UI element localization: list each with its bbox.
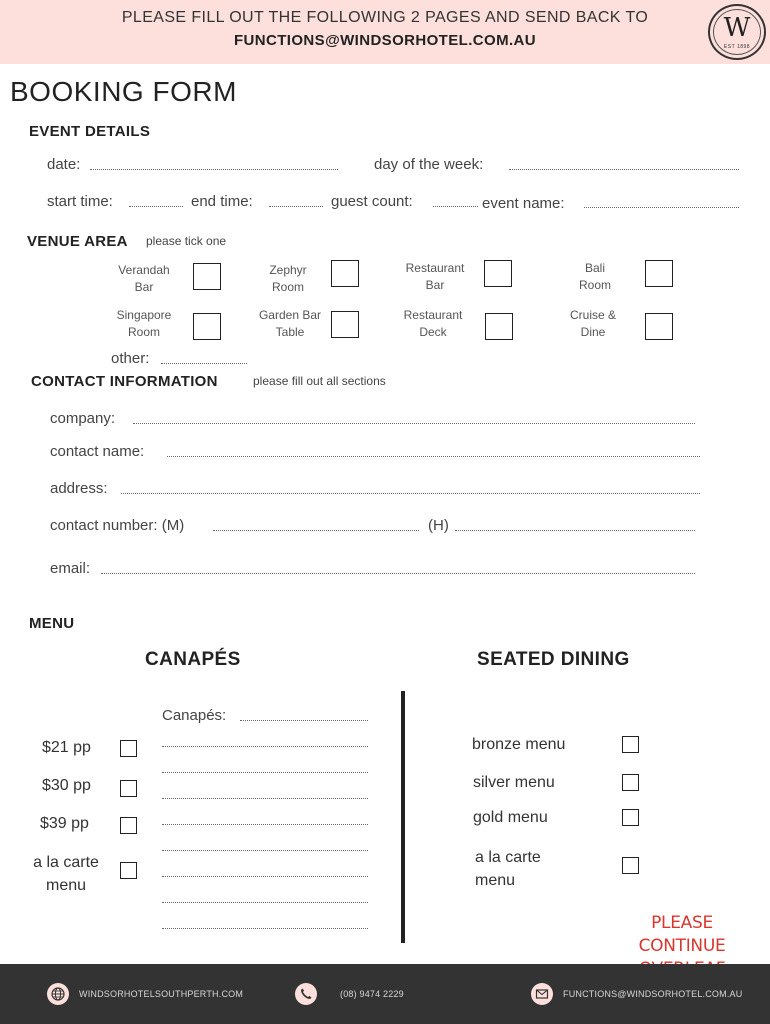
seated-dining-title: SEATED DINING bbox=[477, 649, 630, 670]
contact-number-mobile-label: contact number: (M) bbox=[50, 517, 185, 534]
venue-label-singapore-room: Singapore Room bbox=[116, 308, 172, 339]
menu-divider bbox=[401, 691, 405, 943]
address-label: address: bbox=[50, 480, 108, 497]
canapes-checkbox-30[interactable] bbox=[120, 780, 137, 797]
seated-option-gold: gold menu bbox=[473, 809, 548, 826]
address-field[interactable] bbox=[121, 492, 700, 494]
venue-checkbox-restaurant-bar[interactable] bbox=[484, 260, 512, 287]
venue-label-zephyr-room: Zephyr Room bbox=[269, 263, 307, 294]
mobile-number-field[interactable] bbox=[213, 529, 419, 531]
banner-email[interactable]: FUNCTIONS@WINDSORHOTEL.COM.AU bbox=[233, 32, 537, 49]
canapes-checkbox-21[interactable] bbox=[120, 740, 137, 757]
venue-label-restaurant-bar: Restaurant Bar bbox=[405, 261, 465, 292]
canapes-option-30: $30 pp bbox=[42, 777, 91, 794]
date-label: date: bbox=[47, 156, 81, 173]
end-time-field[interactable] bbox=[269, 205, 323, 207]
seated-option-bronze: bronze menu bbox=[472, 736, 566, 753]
footer bbox=[0, 964, 770, 1024]
canapes-title: CANAPÉS bbox=[145, 649, 241, 670]
canapes-field-line-2[interactable] bbox=[162, 745, 368, 747]
envelope-icon bbox=[531, 983, 553, 1005]
venue-checkbox-cruise-dine[interactable] bbox=[645, 313, 673, 340]
footer-website-link[interactable]: WINDSORHOTELSOUTHPERTH.COM bbox=[79, 989, 244, 999]
canapes-option-39: $39 pp bbox=[40, 815, 89, 832]
contact-name-label: contact name: bbox=[50, 443, 145, 460]
venue-checkbox-bali-room[interactable] bbox=[645, 260, 673, 287]
seated-checkbox-silver[interactable] bbox=[622, 774, 639, 791]
event-name-field[interactable] bbox=[584, 206, 739, 208]
page-title: BOOKING FORM bbox=[10, 76, 237, 107]
contact-note: please fill out all sections bbox=[253, 374, 386, 388]
canapes-field-line-4[interactable] bbox=[162, 797, 368, 799]
home-number-field[interactable] bbox=[455, 529, 695, 531]
banner-instruction: PLEASE FILL OUT THE FOLLOWING 2 PAGES AND SEND BACK TO bbox=[121, 9, 649, 26]
start-time-label: start time: bbox=[47, 193, 113, 210]
venue-label-verandah-bar: Verandah Bar bbox=[118, 263, 170, 294]
venue-area-note: please tick one bbox=[146, 234, 227, 248]
home-number-label: (H) bbox=[428, 517, 449, 534]
venue-checkbox-singapore-room[interactable] bbox=[193, 313, 221, 340]
email-field[interactable] bbox=[101, 572, 695, 574]
canapes-field-line-9[interactable] bbox=[162, 927, 368, 929]
event-name-label: event name: bbox=[482, 195, 565, 212]
seated-checkbox-a-la-carte[interactable] bbox=[622, 857, 639, 874]
venue-checkbox-verandah-bar[interactable] bbox=[193, 263, 221, 290]
email-label: email: bbox=[50, 560, 91, 577]
day-of-week-field[interactable] bbox=[509, 168, 739, 170]
seated-checkbox-gold[interactable] bbox=[622, 809, 639, 826]
seated-a-la-carte-label: a la carte menu bbox=[475, 849, 541, 889]
venue-checkbox-garden-bar-table[interactable] bbox=[331, 311, 359, 338]
company-field[interactable] bbox=[133, 422, 695, 424]
venue-label-cruise-dine: Cruise & Dine bbox=[569, 308, 616, 339]
guest-count-field[interactable] bbox=[433, 205, 478, 207]
canapes-option-21: $21 pp bbox=[42, 739, 91, 756]
other-field[interactable] bbox=[161, 362, 247, 364]
company-label: company: bbox=[50, 410, 116, 427]
day-of-week-label: day of the week: bbox=[374, 156, 484, 173]
canapes-checkbox-a-la-carte[interactable] bbox=[120, 862, 137, 879]
canapes-field-line-8[interactable] bbox=[162, 901, 368, 903]
venue-checkbox-restaurant-deck[interactable] bbox=[485, 313, 513, 340]
phone-icon bbox=[295, 983, 317, 1005]
venue-label-bali-room: Bali Room bbox=[578, 261, 611, 292]
canapes-field-line-3[interactable] bbox=[162, 771, 368, 773]
canapes-field-line-6[interactable] bbox=[162, 849, 368, 851]
other-label: other: bbox=[111, 350, 150, 367]
globe-icon bbox=[47, 983, 69, 1005]
menu-heading: MENU bbox=[29, 615, 75, 632]
seated-option-silver: silver menu bbox=[473, 774, 555, 791]
end-time-label: end time: bbox=[191, 193, 253, 210]
canapes-field-line-5[interactable] bbox=[162, 823, 368, 825]
logo-letter: W bbox=[723, 13, 751, 43]
canapes-field-line-7[interactable] bbox=[162, 875, 368, 877]
logo-est: EST 1898 bbox=[723, 44, 751, 50]
start-time-field[interactable] bbox=[129, 205, 183, 207]
canapes-checkbox-39[interactable] bbox=[120, 817, 137, 834]
contact-name-field[interactable] bbox=[167, 455, 700, 457]
footer-email-link[interactable]: FUNCTIONS@WINDSORHOTEL.COM.AU bbox=[563, 989, 743, 999]
contact-information-heading: CONTACT INFORMATION bbox=[31, 373, 218, 390]
canapes-a-la-carte-label: a la carte menu bbox=[33, 854, 99, 894]
canapes-field-label: Canapés: bbox=[162, 707, 227, 724]
venue-checkbox-zephyr-room[interactable] bbox=[331, 260, 359, 287]
continue-overleaf-notice: PLEASE CONTINUE bbox=[638, 913, 726, 956]
venue-label-garden-bar-table: Garden Bar Table bbox=[258, 308, 322, 339]
canapes-field-line-1[interactable] bbox=[240, 719, 368, 721]
header-banner bbox=[0, 0, 770, 64]
footer-phone-link[interactable]: (08) 9474 2229 bbox=[340, 989, 404, 999]
date-field[interactable] bbox=[90, 168, 338, 170]
venue-label-restaurant-deck: Restaurant Deck bbox=[403, 308, 463, 339]
event-details-heading: EVENT DETAILS bbox=[29, 123, 151, 140]
venue-area-heading: VENUE AREA bbox=[27, 233, 128, 250]
guest-count-label: guest count: bbox=[331, 193, 413, 210]
seated-checkbox-bronze[interactable] bbox=[622, 736, 639, 753]
windsor-logo bbox=[708, 4, 766, 60]
